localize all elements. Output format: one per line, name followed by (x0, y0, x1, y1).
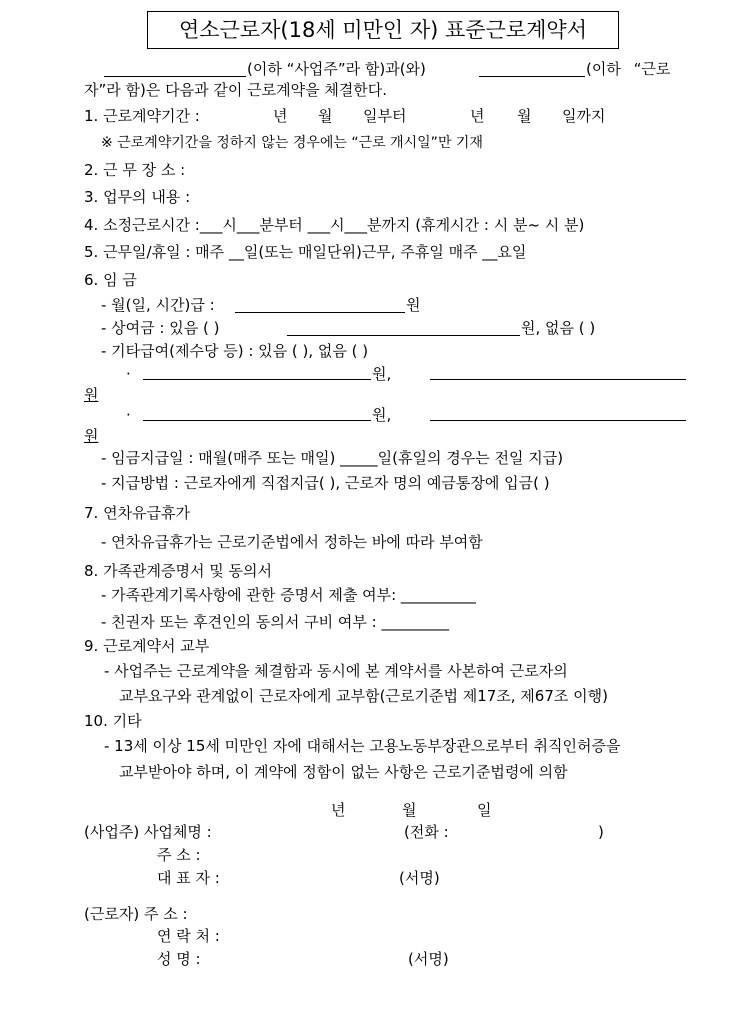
section-9-label: 9. 근로계약서 교부 (84, 637, 210, 655)
wage-won: 원 (406, 296, 421, 314)
other-pay-won-1: 원, (372, 365, 392, 383)
section-7-text: - 연차유급휴가는 근로기준법에서 정하는 바에 따라 부여함 (101, 533, 483, 551)
date-wol: 월 (402, 801, 417, 819)
section-7-label: 7. 연차유급휴가 (84, 504, 191, 522)
other-pay-bullet-2: · (126, 406, 131, 424)
other-pay-blank-1b[interactable] (430, 379, 686, 380)
wage-label: - 월(일, 시간)급 : (101, 296, 215, 314)
other-pay-won-1-wrap: 원 (84, 386, 99, 404)
s1-wol1: 월 (318, 107, 333, 125)
section-9-b: 교부요구와 관계없이 근로자에게 교부함(근로기준법 제17조, 제67조 이행) (119, 687, 608, 705)
s1-wol2: 월 (517, 107, 532, 125)
other-pay-blank-2b[interactable] (430, 420, 686, 421)
worker-name-blank[interactable] (479, 76, 585, 77)
intro-line2: 자”라 함)은 다음과 같이 근로계약을 체결한다. (84, 81, 388, 99)
s1-nyeon2: 년 (470, 107, 485, 125)
worker-signature[interactable]: (서명) (408, 950, 449, 968)
employer-name-blank[interactable] (104, 76, 246, 77)
employer-phone-label: (전화 : (404, 823, 449, 841)
section-9-a: - 사업주는 근로계약을 체결함과 동시에 본 계약서를 사본하여 근로자의 (104, 662, 568, 680)
bonus-label: - 상여금 : 있음 ( ) (101, 319, 220, 337)
s1-nyeon1: 년 (273, 107, 288, 125)
employer-business-name-label: (사업주) 사업체명 : (84, 823, 212, 841)
employer-address-label: 주 소 : (157, 846, 201, 864)
section-4: 4. 소정근로시간 :___시___분부터 ___시___분까지 (휴게시간 : 시 분~ 시 분) (84, 216, 585, 234)
section-6-label: 6. 임 금 (84, 271, 137, 289)
section-8-a: - 가족관계기록사항에 관한 증명서 제출 여부: __________ (101, 586, 476, 604)
other-pay-won-2: 원, (372, 406, 392, 424)
section-10-a: - 13세 이상 15세 미만인 자에 대해서는 고용노동부장관으로부터 취직인허증을 (104, 737, 621, 755)
intro-worker-suffix: (이하 “근로 (586, 60, 671, 78)
section-2: 2. 근 무 장 소 : (84, 161, 186, 179)
s1-il2: 일까지 (562, 107, 606, 125)
date-il: 일 (477, 801, 492, 819)
payday: - 임금지급일 : 매월(매주 또는 매일) _____일(휴일의 경우는 전일 지급) (101, 449, 564, 467)
wage-amount-blank[interactable] (235, 312, 405, 313)
section-10-b: 교부받아야 하며, 이 계약에 정함이 없는 사항은 근로기준법령에 의함 (119, 763, 568, 781)
date-nyeon: 년 (331, 801, 346, 819)
other-pay-blank-2a[interactable] (143, 420, 371, 421)
employer-rep-label: 대 표 자 : (157, 869, 220, 887)
bonus-amount-blank[interactable] (287, 335, 520, 336)
worker-address-label: (근로자) 주 소 : (84, 905, 188, 923)
intro-employer-suffix: (이하 “사업주”라 함)과(와) (247, 60, 426, 78)
section-10-label: 10. 기타 (84, 712, 142, 730)
other-pay-blank-1a[interactable] (143, 379, 371, 380)
section-5: 5. 근무일/휴일 : 매주 __일(또는 매일단위)근무, 주휴일 매주 __요일 (84, 243, 527, 261)
section-8-b: - 친권자 또는 후견인의 동의서 구비 여부 : _________ (101, 613, 449, 631)
other-pay-bullet-1: · (126, 365, 131, 383)
document-title: 연소근로자(18세 미만인 자) 표준근로계약서 (147, 11, 619, 49)
section-1-label: 1. 근로계약기간 : (84, 107, 200, 125)
section-8-label: 8. 가족관계증명서 및 동의서 (84, 562, 273, 580)
pay-method: - 지급방법 : 근로자에게 직접지급( ), 근로자 명의 예금통장에 입금( ) (101, 474, 550, 492)
employer-signature[interactable]: (서명) (399, 869, 440, 887)
bonus-none: 원, 없음 ( ) (521, 319, 596, 337)
other-pay-won-2-wrap: 원 (84, 427, 99, 445)
worker-contact-label: 연 락 처 : (157, 927, 220, 945)
worker-name-label: 성 명 : (157, 950, 201, 968)
section-3: 3. 업무의 내용 : (84, 188, 191, 206)
s1-il1: 일부터 (363, 107, 407, 125)
employer-phone-close: ) (598, 823, 604, 841)
section-1-note: ※ 근로계약기간을 정하지 않는 경우에는 “근로 개시일”만 기재 (101, 135, 483, 151)
other-pay-label: - 기타급여(제수당 등) : 있음 ( ), 없음 ( ) (101, 342, 369, 360)
